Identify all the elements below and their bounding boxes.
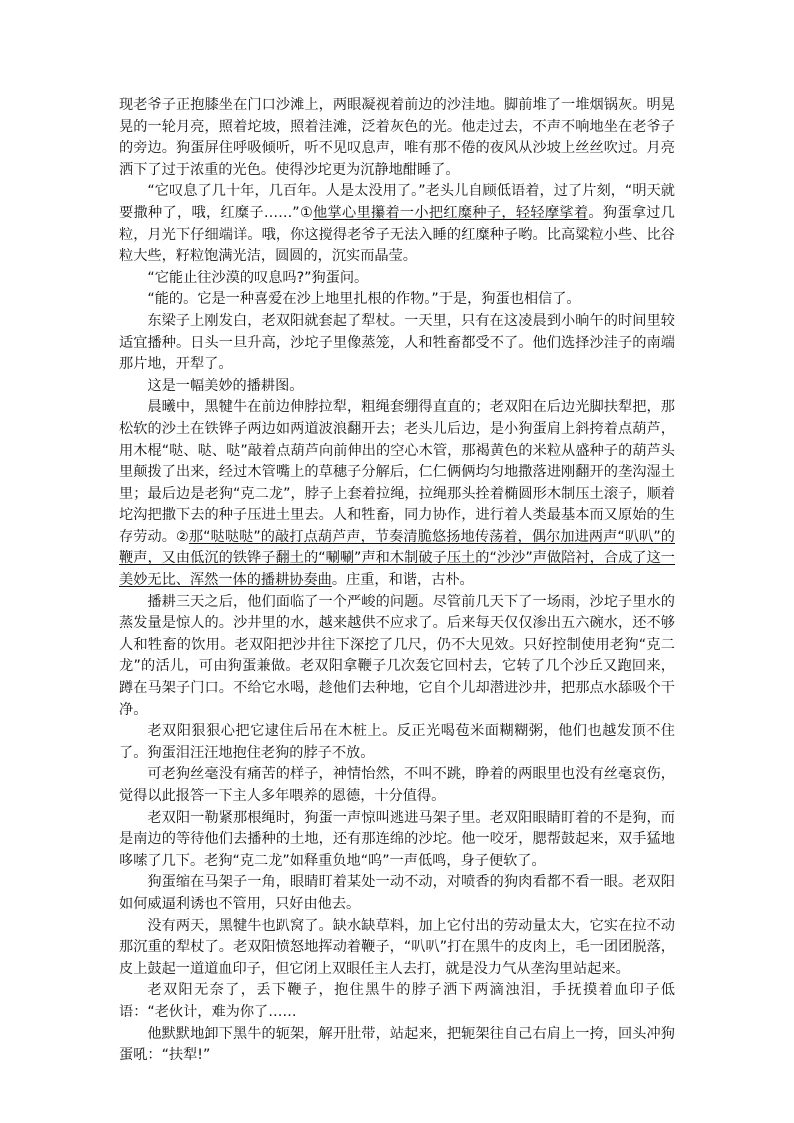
paragraph — [119, 764, 675, 807]
paragraph — [119, 397, 675, 591]
underlined-sentence-2: 那“哒哒哒”的敲打点葫芦声，节奏清脆悠扬地传荡着，偶尔加进两声“叭叭”的鞭声，又由低沉的铁铧子翻土的“唰唰”声和木制破子压土的“沙沙”声做陪衬，合成了这一美妙无比、浑然一体的播耕协奏曲 — [119, 528, 675, 589]
text-segment: “它叹息了几十年，几百年。人是太没用了。”老头儿自顾低语着，过了片刻，“明天就要撒种了，哦，红糜子……”① — [119, 183, 675, 221]
paragraph — [119, 808, 675, 873]
paragraph — [119, 872, 675, 915]
text-segment: 东梁子上刚发白，老双阳就套起了犁杖。一天里，只有在这凌晨到小晌午的时间里较适宜播种。日头一旦升高，沙坨子里像蒸笼，人和牲畜都受不了。他们选择沙洼子的南端那片地，开犁了。 — [119, 312, 675, 373]
paragraph — [119, 289, 675, 311]
paragraph — [119, 1024, 675, 1067]
text-segment: 老双阳一勒紧那根绳时，狗蛋一声惊叫逃进马架子里。老双阳眼睛盯着的不是狗，而是南边的等待他们去播种的土地，还有那连绵的沙坨。他一咬牙，腮帮鼓起来，双手猛地哆嗦了几下。老狗“克二龙”如释重负地“呜”一声低鸣，身子便软了。 — [119, 809, 675, 869]
text-segment: 现老爷子正抱膝坐在门口沙滩上，两眼凝视着前边的沙洼地。脚前堆了一堆烟锅灰。明晃晃的一轮月亮，照着坨坡，照着洼滩，泛着灰色的光。他走过去，不声不响地坐在老爷子的旁边。狗蛋屏住呼吸倾听，听不见叹息声，唯有那不倦的夜风从沙坡上丝丝吹过。月亮洒下了过于浓重的光色。使得沙坨更为沉静地酣睡了。 — [119, 97, 675, 178]
text-segment: “它能止往沙漠的叹息吗?”狗蛋问。 — [147, 269, 369, 286]
text-segment: “能的。它是一种喜爱在沙上地里扎根的作物。”于是，狗蛋也相信了。 — [147, 291, 581, 308]
text-segment: 没有两天，黑犍牛也趴窝了。缺水缺草料，加上它付出的劳动量太大，它实在拉不动那沉重的犁杖了。老双阳愤怒地挥动着鞭子，“叭叭”打在黑牛的皮肉上，毛一团团脱落，皮上鼓起一道道血印子，但它闭上双眼任主人去打，就是没力气从垄沟里站起来。 — [119, 917, 675, 977]
text-segment: 狗蛋缩在马架子一角，眼睛盯着某处一动不动，对喷香的狗肉看都不看一眼。老双阳如何威逼利诱也不管用，只好由他去。 — [119, 874, 675, 912]
paragraph — [119, 916, 675, 981]
text-segment: 老双阳狠狠心把它逮住后吊在木桩上。反正光喝苞米面糊糊粥，他们也越发顶不住了。狗蛋泪汪汪地抱住老狗的脖子不放。 — [119, 723, 675, 761]
paragraph — [119, 311, 675, 376]
text-segment: 晨曦中，黑犍牛在前边伸脖拉犁，粗绳套绷得直直的；老双阳在后边光脚扶犁把，那松软的沙土在铁铧子两边如两道波浪翻开去；老头儿后边，是小狗蛋肩上斜挎着点葫芦，用木棍“哒、哒、哒”敲着点葫芦向前伸出的空心木管，那褐黄色的米粒从盛种子的葫芦头里颠拨了出来，经过木管嘴上的草穗子分解后，仁仁俩俩均匀地撒落进刚翻开的垄沟湿土里；最后边是老狗“克二龙”，脖子上套着拉绳，拉绳那头拴着椭圆形木制压土滚子，顺着坨沟把撒下去的种子压进土里去。人和牲畜，同力协作，进行着人类最基本而又原始的生存劳动。② — [119, 399, 675, 545]
paragraph — [119, 721, 675, 764]
text-segment: 可老狗丝毫没有痛苦的样子，神情怡然，不叫不跳，睁着的两眼里也没有丝毫哀伤，觉得以此报答一下主人多年喂养的恩德，十分值得。 — [119, 766, 675, 804]
paragraph — [119, 376, 675, 398]
text-segment: 他默默地卸下黑牛的轭架，解开肚带，站起来，把轭架往自己右肩上一挎，回头冲狗蛋吼：“扶犁!” — [119, 1025, 675, 1064]
text-segment: 。狗蛋拿过几粒，月光下仔细端详。哦，你这搅得老爷子无法入睡的红糜种子哟。比高粱粒小些、比谷粒大些，籽粒饱满光洁，圆圆的，沉实而晶莹。 — [119, 204, 675, 265]
paragraph — [119, 592, 675, 722]
paragraph — [119, 181, 675, 267]
text-segment: 这是一幅美妙的播耕图。 — [147, 377, 304, 394]
text-segment: 播耕三天之后，他们面临了一个严峻的问题。尽管前几天下了一场雨，沙坨子里水的蒸发量是惊人的。沙井里的水，越来越供不应求了。后来每天仅仅渗出五六碗水，还不够人和牲畜的饮用。老双阳把沙井往下深挖了几尺，仍不大见效。只好控制使用老狗“克二龙”的活儿，可由狗蛋兼做。老双阳拿鞭子几次轰它回村去，它转了几个沙丘又跑回来，蹲在马架子门口。不给它水喝，趁他们去种地，它自个儿却潜进沙井，把那点水舔吸个干净。 — [119, 593, 675, 718]
document-page — [119, 95, 675, 1067]
text-segment: 老双阳无奈了，丢下鞭子，抱住黑牛的脖子洒下两滴浊泪，手抚摸着血印子低语：“老伙计，难为你了…… — [119, 982, 675, 1020]
paragraph — [119, 95, 675, 181]
paragraph — [119, 980, 675, 1023]
underlined-sentence-1: 他掌心里攥着一小把红糜种子，轻轻摩挲着 — [312, 204, 589, 221]
paragraph — [119, 268, 675, 290]
text-segment: 。庄重，和谐，古朴。 — [331, 572, 474, 589]
